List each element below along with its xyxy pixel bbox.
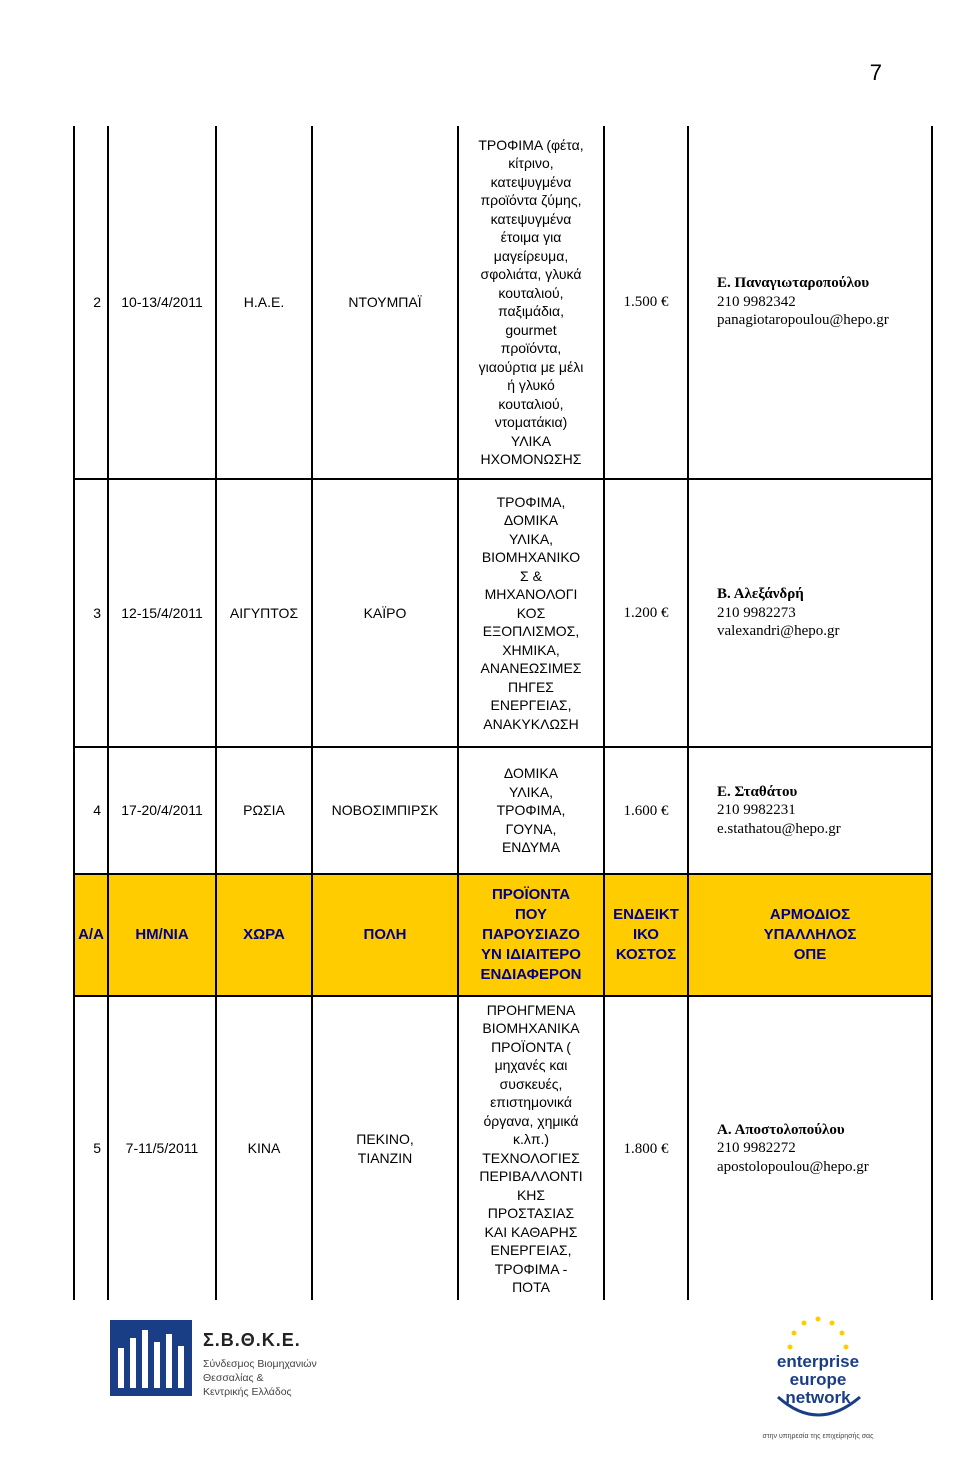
row-country: Η.Α.Ε. [216,126,312,479]
row-date: 12-15/4/2011 [108,479,216,747]
contact-phone: 210 9982231 [717,802,796,819]
row-country: ΑΙΓΥΠΤΟΣ [216,479,312,747]
contact-name: Α. Αποστολοπούλου [717,1121,845,1138]
table-row [74,996,932,1300]
contact-phone: 210 9982273 [717,604,796,621]
contact-name: Β. Αλεξάνδρή [717,586,804,603]
row-city: ΠΕΚΙΝΟ, ΤΙΑΝΖΙΝ [312,996,458,1300]
page-number: 7 [869,60,882,85]
row-date: 10-13/4/2011 [108,126,216,479]
table-row [74,747,932,874]
row-contact [688,747,932,874]
row-date: 7-11/5/2011 [108,996,216,1300]
table-header-row [74,874,932,996]
row-number: 3 [74,479,108,747]
row-cost: 1.600 € [604,747,688,874]
een-line: network [785,1388,851,1407]
row-products: ΤΡΟΦΙΜΑ (φέτα, κίτρινο, κατεψυγμένα προϊόντα ζύμης, κατεψυγμένα έτοιμα για μαγείρευμα, σφολιάτα, γλυκά κουταλιού, παξιμάδια, gourmet προϊόντα, γιαούρτια με μέλι ή γλυκό κουταλιού, ντοματάκια) ΥΛΙΚΑ ΗΧΟΜΟΝΩΣΗΣ [458,126,604,479]
row-cost: 1.200 € [604,479,688,747]
row-contact [688,479,932,747]
contact-email: e.stathatou@hepo.gr [717,820,841,837]
header-contact: ΑΡΜΟΔΙΟΣ ΥΠΑΛΛΗΛΟΣ ΟΠΕ [688,874,932,996]
row-cost: 1.800 € [604,996,688,1300]
table-row [74,479,932,747]
trade-missions-table [73,126,933,1300]
contact-phone: 210 9982272 [717,1140,796,1157]
factory-icon [108,1318,194,1398]
row-number: 5 [74,996,108,1300]
row-products: ΔΟΜΙΚΑ ΥΛΙΚΑ, ΤΡΟΦΙΜΑ, ΓΟΥΝΑ, ΕΝΔΥΜΑ [458,747,604,874]
een-line: enterprise [776,1352,860,1371]
sbgke-title: Σ.Β.Θ.Κ.Ε. [203,1330,301,1350]
header-city: ΠΟΛΗ [312,874,458,996]
een-line: europe [789,1370,847,1389]
row-products: ΠΡΟΗΓΜΕΝΑ ΒΙΟΜΗΧΑΝΙΚΑ ΠΡΟΪΟΝΤΑ ( μηχανές και συσκευές, επιστημονικά όργανα, χημικά κ.λπ.) ΤΕΧΝΟΛΟΓΙΕΣ ΠΕΡΙΒΑΛΛΟΝΤΙ ΚΗΣ ΠΡΟΣΤΑΣΙΑΣ ΚΑΙ ΚΑΘΑΡΗΣ ΕΝΕΡΓΕΙΑΣ, ΤΡΟΦΙΜΑ - ΠΟΤΑ [458,996,604,1300]
contact-email: panagiotaropoulou@hepo.gr [717,312,889,329]
row-number: 2 [74,126,108,479]
row-products: ΤΡΟΦΙΜΑ, ΔΟΜΙΚΑ ΥΛΙΚΑ, ΒΙΟΜΗΧΑΝΙΚΟ Σ & ΜΗΧΑΝΟΛΟΓΙ ΚΟΣ ΕΞΟΠΛΙΣΜΟΣ, ΧΗΜΙΚΑ, ΑΝΑΝΕΩΣΙΜΕΣ ΠΗΓΕΣ ΕΝΕΡΓΕΙΑΣ, ΑΝΑΚΥΚΛΩΣΗ [458,479,604,747]
contact-email: valexandri@hepo.gr [717,623,840,640]
header-cost: ΕΝΔΕΙΚΤ ΙΚΟ ΚΟΣΤΟΣ [604,874,688,996]
row-date: 17-20/4/2011 [108,747,216,874]
row-country: ΚΙΝΑ [216,996,312,1300]
row-country: ΡΩΣΙΑ [216,747,312,874]
sbgke-subtitle-line: Θεσσαλίας & [203,1372,264,1384]
row-city: ΝΟΒΟΣΙΜΠΙΡΣΚ [312,747,458,874]
een-tagline: στην υπηρεσία της επιχείρησής σας [762,1433,874,1440]
row-cost: 1.500 € [604,126,688,479]
header-date: ΗΜ/ΝΙΑ [108,874,216,996]
header-products: ΠΡΟΪΟΝΤΑ ΠΟΥ ΠΑΡΟΥΣΙΑΖΟ ΥΝ ΙΔΙΑΙΤΕΡΟ ΕΝΔΙΑΦΕΡΟΝ [458,874,604,996]
contact-phone: 210 9982342 [717,293,796,310]
enterprise-europe-network-logo [748,1305,888,1450]
table-row [74,126,932,479]
row-number: 4 [74,747,108,874]
sbgke-logo [108,1318,317,1398]
contact-name: Ε. Παναγιωταροπούλου [717,275,870,292]
header-num: Α/Α [74,874,108,996]
row-city: ΚΑΪΡΟ [312,479,458,747]
row-contact [688,996,932,1300]
row-city: ΝΤΟΥΜΠΑΪ [312,126,458,479]
sbgke-subtitle-line: Κεντρικής Ελλάδος [203,1386,292,1398]
row-contact [688,126,932,479]
sbgke-subtitle-line: Σύνδεσμος Βιομηχανιών [203,1358,317,1370]
header-country: ΧΩΡΑ [216,874,312,996]
contact-email: apostolopoulou@hepo.gr [717,1158,869,1175]
contact-name: Ε. Σταθάτου [717,783,798,800]
